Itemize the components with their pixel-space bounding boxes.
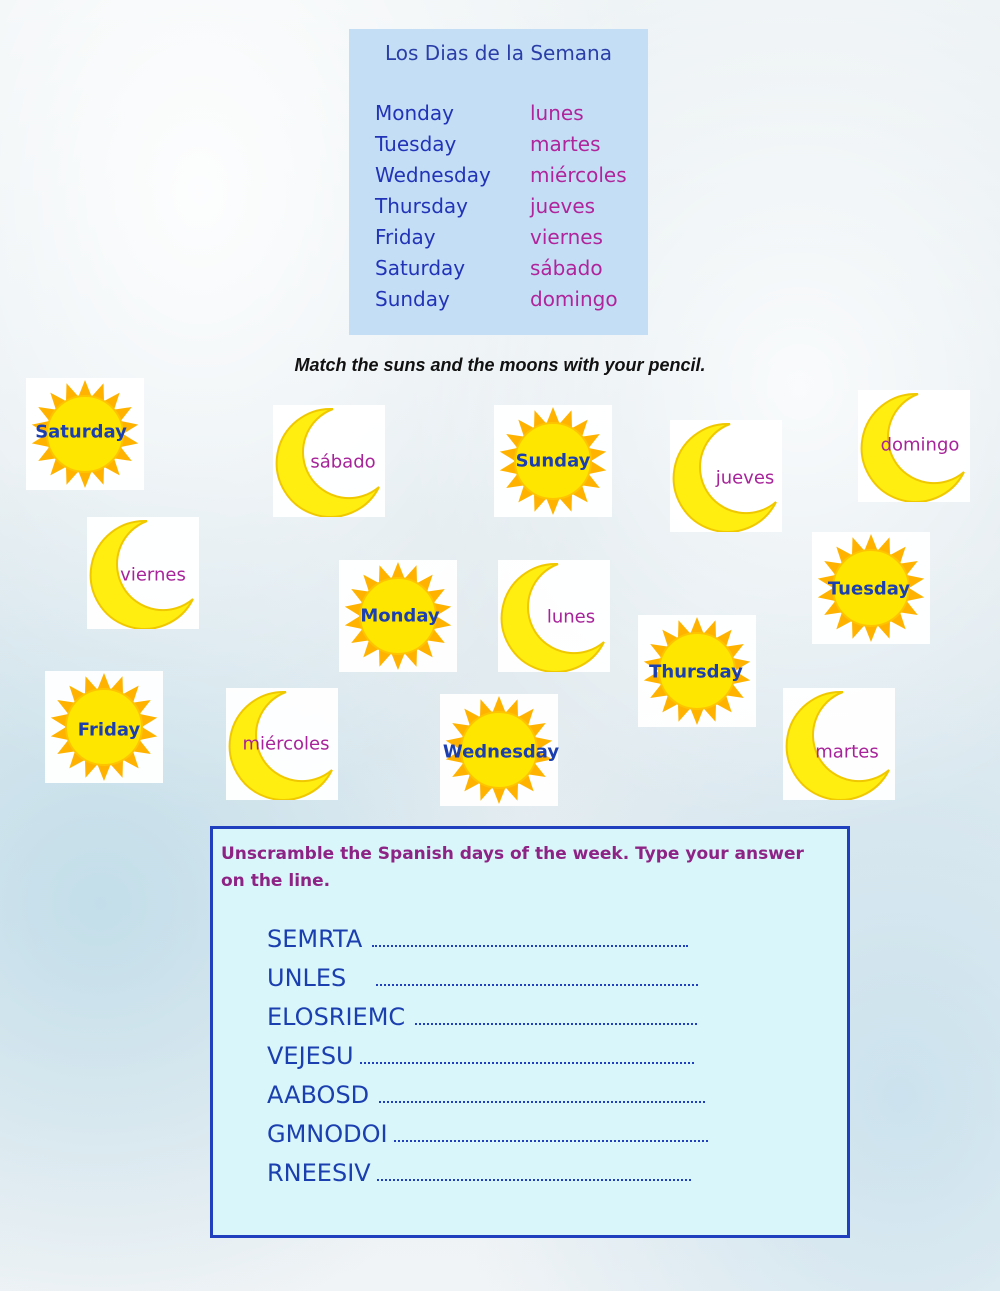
moon-card-domingo[interactable] xyxy=(858,390,970,502)
sun-label: Tuesday xyxy=(827,578,911,600)
spanish-day: miércoles xyxy=(530,163,627,187)
scramble-row[interactable] xyxy=(267,1120,708,1156)
vocabulary-title: Los Dias de la Semana xyxy=(385,41,612,65)
vocab-row xyxy=(375,287,635,317)
sun-label: Monday xyxy=(360,605,440,627)
moon-card-miercoles[interactable] xyxy=(226,688,338,800)
spanish-day: sábado xyxy=(530,256,603,280)
sun-label: Sunday xyxy=(515,450,591,472)
sun-card-saturday[interactable] xyxy=(26,378,144,490)
english-day: Monday xyxy=(375,101,454,125)
vocab-row xyxy=(375,132,635,162)
moon-label: viernes xyxy=(120,564,186,586)
scrambled-word: SEMRTA xyxy=(267,925,363,953)
sun-label: Friday xyxy=(77,719,141,741)
moon-card-jueves[interactable] xyxy=(670,420,782,532)
sun-card-friday[interactable] xyxy=(45,671,163,783)
sun-card-sunday[interactable] xyxy=(494,405,612,517)
spanish-day: lunes xyxy=(530,101,584,125)
unscramble-heading: Unscramble the Spanish days of the week. Type your answer on the line. xyxy=(221,844,804,891)
vocabulary-box xyxy=(349,29,648,335)
sun-card-tuesday[interactable] xyxy=(812,532,930,644)
moon-card-viernes[interactable] xyxy=(87,517,199,629)
spanish-day: jueves xyxy=(530,194,596,218)
vocab-row xyxy=(375,101,635,131)
answer-line[interactable] xyxy=(376,984,698,986)
moon-label: sábado xyxy=(310,451,376,473)
moon-label: martes xyxy=(815,741,879,763)
vocab-row xyxy=(375,256,635,286)
answer-line[interactable] xyxy=(360,1062,694,1064)
spanish-day: domingo xyxy=(530,287,618,311)
scrambled-word: AABOSD xyxy=(267,1081,370,1109)
scramble-row[interactable] xyxy=(267,1003,697,1039)
english-day: Wednesday xyxy=(375,163,491,187)
moon-card-sabado[interactable] xyxy=(273,405,385,517)
scrambled-word: GMNODOI xyxy=(267,1120,388,1148)
scramble-row[interactable] xyxy=(267,925,688,961)
scrambled-word: ELOSRIEMC xyxy=(267,1003,406,1031)
moon-label: domingo xyxy=(880,434,960,456)
answer-line[interactable] xyxy=(379,1101,705,1103)
moon-card-martes[interactable] xyxy=(783,688,895,800)
answer-line[interactable] xyxy=(415,1023,697,1025)
vocab-row xyxy=(375,194,635,224)
unscramble-box xyxy=(210,826,850,1238)
scrambled-word: VEJESU xyxy=(267,1042,354,1070)
scrambled-word: UNLES xyxy=(267,964,347,992)
sun-label: Saturday xyxy=(35,421,127,443)
sun-label: Wednesday xyxy=(442,741,560,763)
moon-card-lunes[interactable] xyxy=(498,560,610,672)
answer-line[interactable] xyxy=(394,1140,708,1142)
answer-line[interactable] xyxy=(377,1179,691,1181)
scramble-row[interactable] xyxy=(267,1159,691,1195)
scrambled-word: RNEESIV xyxy=(267,1159,371,1187)
moon-label: lunes xyxy=(546,606,596,628)
sun-card-thursday[interactable] xyxy=(638,615,756,727)
english-day: Thursday xyxy=(375,194,468,218)
sun-label: Thursday xyxy=(649,661,743,683)
sun-card-monday[interactable] xyxy=(339,560,457,672)
spanish-day: martes xyxy=(530,132,601,156)
match-instruction: Match the suns and the moons with your pencil. xyxy=(294,355,706,375)
scramble-row[interactable] xyxy=(267,1042,694,1078)
answer-line[interactable] xyxy=(372,945,688,947)
spanish-day: viernes xyxy=(530,225,603,249)
vocab-row xyxy=(375,163,635,193)
moon-label: miércoles xyxy=(242,733,330,755)
scramble-row[interactable] xyxy=(267,1081,705,1117)
english-day: Friday xyxy=(375,225,436,249)
sun-card-wednesday[interactable] xyxy=(440,694,558,806)
moon-label: jueves xyxy=(715,467,775,489)
vocab-row xyxy=(375,225,635,255)
english-day: Saturday xyxy=(375,256,466,280)
scramble-row[interactable] xyxy=(267,964,698,1000)
english-day: Sunday xyxy=(375,287,450,311)
english-day: Tuesday xyxy=(375,132,457,156)
